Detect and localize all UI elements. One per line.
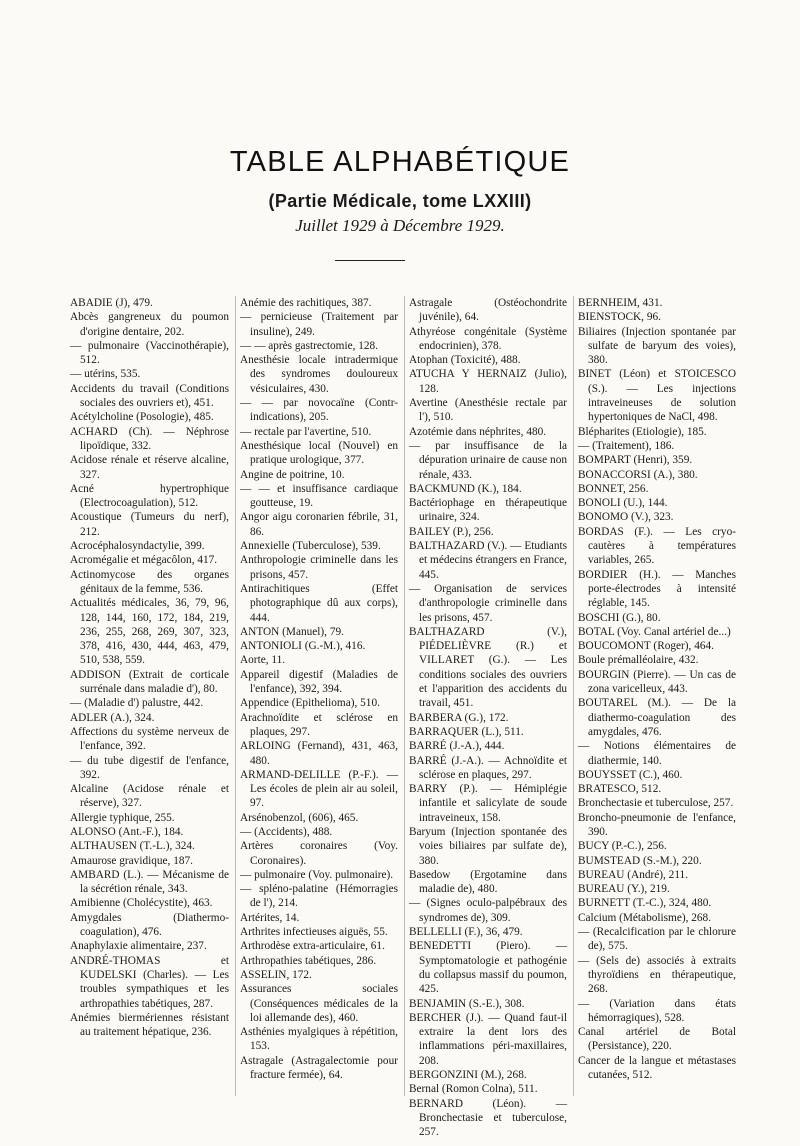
index-entry: Arsénobenzol, (606), 465. — [240, 811, 359, 824]
index-entry: Allergie typhique, 255. — [70, 811, 175, 824]
index-entry: Cancer de la langue et métastases cutanées, 512. — [578, 1054, 736, 1082]
index-entry: ADLER (A.), 324. — [70, 711, 155, 724]
index-entry: Aorte, 11. — [240, 654, 286, 667]
index-entry: Artérites, 14. — [240, 911, 300, 924]
index-entry: ADDISON (Extrait de corticale surrénale dans maladie d'), 80. — [70, 668, 229, 696]
index-entry: ANDRÉ-THOMAS et KUDELSKI (Charles). — Les troubles sympathiques et les arthropathies tabétiques, 287. — [70, 954, 229, 1010]
index-entry: Athyréose congénitale (Système endocrinien), 378. — [409, 325, 567, 352]
index-entry: Azotémie dans néphrites, 480. — [409, 425, 547, 438]
index-entry: Bernal (Romon Colna), 511. — [409, 1083, 538, 1096]
index-entry: — pernicieuse (Traitement par insuline), 249. — [240, 311, 398, 338]
index-entry: — du tube digestif de l'enfance, 392. — [70, 754, 229, 781]
index-entry: — — et insuffisance cardiaque goutteuse, 19. — [240, 482, 398, 510]
index-entry: ASSELIN, 172. — [240, 968, 312, 981]
index-entry: — (Maladie d') palustre, 442. — [70, 697, 204, 710]
index-entry: — (Accidents), 488. — [240, 825, 333, 838]
index-entry: Anesthésique local (Nouvel) en pratique urologique, 377. — [240, 439, 398, 467]
index-entry: ALONSO (Ant.-F.), 184. — [70, 825, 184, 838]
index-entry: BOUYSSET (C.), 460. — [578, 768, 683, 781]
index-entry: BOUCOMONT (Roger), 464. — [578, 640, 714, 653]
index-entry: BAILEY (P.), 256. — [409, 525, 494, 538]
index-entry: BORDAS (F.). — Les cryo-cautères à températures variables, 265. — [578, 525, 736, 567]
index-entry: Actualités médicales, 36, 79, 96, 128, 144, 160, 172, 184, 219, 236, 255, 268, 269, 307, 323, 378, 416, 430, 444, 463, 479, 510, 538, 559. — [70, 597, 229, 667]
index-entry: BARRAQUER (L.), 511. — [409, 725, 524, 738]
index-entry: — pulmonaire (Vaccinothérapie), 512. — [70, 339, 229, 367]
index-entry: — utérins, 535. — [70, 368, 141, 381]
index-entry: BOURGIN (Pierre). — Un cas de zona varicelleux, 443. — [578, 668, 736, 696]
index-entry: — par insuffisance de la dépuration urinaire de cause non rénale, 433. — [409, 439, 567, 481]
index-entry: ARLOING (Fernand), 431, 463, 480. — [240, 740, 398, 767]
index-entry: Astragale (Astragalectomie pour fracture fermée), 64. — [240, 1054, 398, 1082]
index-entry: BACKMUND (K.), 184. — [409, 482, 522, 495]
index-entry: BUCY (P.-C.), 256. — [578, 840, 667, 853]
index-entry: ARMAND-DELILLE (P.-F.). — Les écoles de plein air au soleil, 97. — [240, 768, 398, 810]
index-entry: Acné hypertrophique (Electrocoagulation), 512. — [70, 482, 229, 510]
index-entry: Arthrodèse extra-articulaire, 61. — [240, 940, 385, 953]
index-entry: BERGONZINI (M.), 268. — [409, 1069, 527, 1082]
index-entry: ANTON (Manuel), 79. — [240, 625, 344, 638]
index-entry: Antirachitiques (Effet photographique dû aux corps), 444. — [240, 582, 398, 624]
index-columns — [66, 296, 742, 1139]
index-entry: Arthropathies tabétiques, 286. — [240, 954, 377, 967]
index-entry: — (Variation dans états hémorragiques), 528. — [578, 997, 736, 1024]
index-entry: ACHARD (Ch). — Néphrose lipoïdique, 332. — [70, 425, 229, 452]
index-entry: Anesthésie locale intradermique des syndromes douloureux vésiculaires, 430. — [240, 354, 398, 395]
index-entry: Amaurose gravidique, 187. — [70, 854, 193, 867]
index-entry: Anémies biermériennes résistant au traitement hépatique, 236. — [70, 1011, 229, 1039]
index-entry: BRATESCO, 512. — [578, 783, 662, 796]
index-entry: BUREAU (André), 211. — [578, 868, 689, 881]
index-entry: Appendice (Epithelioma), 510. — [240, 697, 380, 710]
index-entry: BONOMO (V.), 323. — [578, 511, 674, 524]
date-range: Juillet 1929 à Décembre 1929. — [295, 216, 505, 235]
index-entry: Arthrites infectieuses aiguës, 55. — [240, 926, 388, 939]
index-entry: Amibienne (Cholécystite), 463. — [70, 897, 213, 910]
index-entry: Angine de poitrine, 10. — [240, 468, 345, 481]
index-column-1 — [66, 296, 235, 1096]
index-entry: Acrocéphalosyndactylie, 399. — [70, 540, 205, 553]
index-entry: Anémie des rachitiques, 387. — [240, 297, 372, 309]
index-entry: BIENSTOCK, 96. — [578, 311, 661, 324]
index-entry: Affections du système nerveux de l'enfance, 392. — [70, 725, 229, 753]
index-entry: — rectale par l'avertine, 510. — [240, 425, 372, 438]
index-entry: BARBERA (G.), 172. — [409, 711, 509, 724]
index-entry: AMBARD (L.). — Mécanisme de la sécrétion rénale, 343. — [70, 868, 229, 896]
index-entry: — pulmonaire (Voy. pulmonaire). — [240, 868, 394, 881]
index-entry: Acidose rénale et réserve alcaline, 327. — [70, 454, 229, 481]
index-entry: Canal artériel de Botal (Persistance), 220. — [578, 1026, 736, 1053]
index-column-3 — [404, 296, 573, 1139]
index-entry: Calcium (Métabolisme), 268. — [578, 911, 712, 924]
index-entry: Boule prémalléolaire, 432. — [578, 654, 699, 667]
index-entry: BALTHAZARD (V.). — Etudiants et médecins étrangers en France, 445. — [409, 540, 567, 581]
index-entry: Baryum (Injection spontanée des voies biliaires par sulfate de), 380. — [409, 825, 567, 867]
index-entry: Atophan (Toxicité), 488. — [409, 354, 521, 367]
title-divider — [335, 260, 405, 261]
index-entry: — (Recalcification par le chlorure de), 575. — [578, 926, 736, 953]
index-entry: Asthénies myalgiques à répétition, 153. — [240, 1026, 398, 1053]
index-entry: BOUTAREL (M.). — De la diathermo-coagulation des amygdales, 476. — [578, 697, 736, 738]
index-entry: BENEDETTI (Piero). — Symptomatologie et pathogénie du collapsus massif du poumon, 425. — [409, 940, 567, 996]
index-entry: Artères coronaires (Voy. Coronaires). — [240, 840, 398, 867]
index-entry: BINET (Léon) et STOICESCO (S.). — Les injections intraveineuses de solution hypertoniques de NaCl, 498. — [578, 368, 736, 424]
index-entry: BOSCHI (G.), 80. — [578, 611, 661, 624]
index-entry: BONACCORSI (A.), 380. — [578, 468, 698, 481]
index-entry: — Notions élémentaires de diathermie, 140. — [578, 740, 736, 767]
index-column-4 — [573, 296, 742, 1096]
index-entry: ANTONIOLI (G.-M.), 416. — [240, 640, 366, 653]
index-entry: — — par novocaïne (Contr-indications), 205. — [240, 397, 398, 424]
index-entry: Appareil digestif (Maladies de l'enfance), 392, 394. — [240, 668, 398, 696]
index-entry: Arachnoïdite et sclérose en plaques, 297. — [240, 711, 398, 738]
page-header — [0, 146, 800, 236]
index-entry: — (Traitement), 186. — [578, 439, 675, 452]
index-entry: BORDIER (H.). — Manches porte-électrodes à intensité réglable, 145. — [578, 568, 736, 610]
index-entry: Anthropologie criminelle dans les prisons, 457. — [240, 554, 398, 581]
index-entry: ALTHAUSEN (T.-L.), 324. — [70, 840, 195, 853]
index-entry: BENJAMIN (S.-E.), 308. — [409, 997, 525, 1010]
index-entry: Astragale (Ostéochondrite juvénile), 64. — [409, 297, 567, 324]
index-entry: Accidents du travail (Conditions sociales des ouvriers et), 451. — [70, 382, 229, 410]
index-entry: BERCHER (J.). — Quand faut-il extraire la dent lors des inflammations péri-maxillaires, 208. — [409, 1011, 567, 1067]
index-entry: BUMSTEAD (S.-M.), 220. — [578, 854, 702, 867]
index-entry: Biliaires (Injection spontanée par sulfate de baryum des voies), 380. — [578, 325, 736, 367]
index-entry: BALTHAZARD (V.), PIÉDELIÈVRE (R.) et VILLARET (G.). — Les conditions sociales des ouvriers et l'apparition des accidents du travail, 451. — [409, 625, 567, 710]
index-entry: — spléno-palatine (Hémorragies de l'), 214. — [240, 883, 398, 910]
index-entry: Abcès gangreneux du poumon d'origine dentaire, 202. — [70, 311, 229, 338]
index-entry: Blépharites (Etiologie), 185. — [578, 425, 707, 438]
page-subtitle: (Partie Médicale, tome LXXIII) — [268, 191, 532, 211]
index-entry: BONNET, 256. — [578, 482, 649, 495]
index-entry: BERNARD (Léon). — Bronchectasie et tuberculose, 257. — [409, 1097, 567, 1139]
index-entry: BELLELLI (F.), 36, 479. — [409, 926, 523, 939]
index-entry: Basedow (Ergotamine dans maladie de), 480. — [409, 868, 567, 896]
index-entry: BURNETT (T.-C.), 324, 480. — [578, 897, 712, 910]
index-entry: — — après gastrectomie, 128. — [240, 339, 379, 352]
index-entry: Annexielle (Tuberculose), 539. — [240, 540, 381, 553]
page-title: TABLE ALPHABÉTIQUE — [229, 146, 571, 178]
index-entry: Avertine (Anesthésie rectale par l'), 510. — [409, 397, 567, 424]
index-entry: BARRÉ (J.-A.), 444. — [409, 740, 505, 753]
index-entry: Broncho-pneumonie de l'enfance, 390. — [578, 811, 736, 838]
index-entry: BOMPART (Henri), 359. — [578, 454, 693, 467]
index-entry: Bronchectasie et tuberculose, 257. — [578, 797, 734, 810]
index-entry: BARRÉ (J.-A.). — Achnoïdite et sclérose en plaques, 297. — [409, 754, 567, 781]
index-entry: Angor aigu coronarien fébrile, 31, 86. — [240, 511, 398, 538]
index-entry: Amygdales (Diathermo-coagulation), 476. — [70, 911, 229, 939]
index-entry: Anaphylaxie alimentaire, 237. — [70, 940, 207, 953]
index-entry: BUREAU (Y.), 219. — [578, 883, 670, 896]
index-entry: Acoustique (Tumeurs du nerf), 212. — [70, 511, 229, 538]
index-entry: Alcaline (Acidose rénale et réserve), 327. — [70, 783, 229, 810]
index-entry: Bactériophage en thérapeutique urinaire, 324. — [409, 497, 567, 524]
index-entry: ABADIE (J), 479. — [70, 297, 153, 309]
index-entry: — (Signes oculo-palpébraux des syndromes de), 309. — [409, 897, 567, 924]
index-entry: Actinomycose des organes génitaux de la femme, 536. — [70, 568, 229, 595]
index-entry: Assurances sociales (Conséquences médicales de la loi allemande des), 460. — [240, 983, 398, 1024]
index-column-2 — [235, 296, 404, 1096]
index-entry: — Organisation de services d'anthropologie criminelle dans les prisons, 457. — [409, 582, 567, 624]
index-entry: BERNHEIM, 431. — [578, 297, 663, 309]
index-entry: BONOLI (U.), 144. — [578, 497, 668, 510]
index-entry: Acromégalie et mégacôlon, 417. — [70, 554, 218, 567]
index-entry: BARRY (P.). — Hémiplégie infantile et salicylate de soude intraveineux, 158. — [409, 783, 567, 824]
index-entry: — (Sels de) associés à extraits thyroïdiens en thérapeutique, 268. — [578, 954, 736, 996]
index-entry: ATUCHA Y HERNAIZ (Julio), 128. — [409, 368, 567, 395]
index-entry: BOTAL (Voy. Canal artériel de...) — [578, 625, 731, 638]
index-entry: Acétylcholine (Posologie), 485. — [70, 411, 214, 424]
